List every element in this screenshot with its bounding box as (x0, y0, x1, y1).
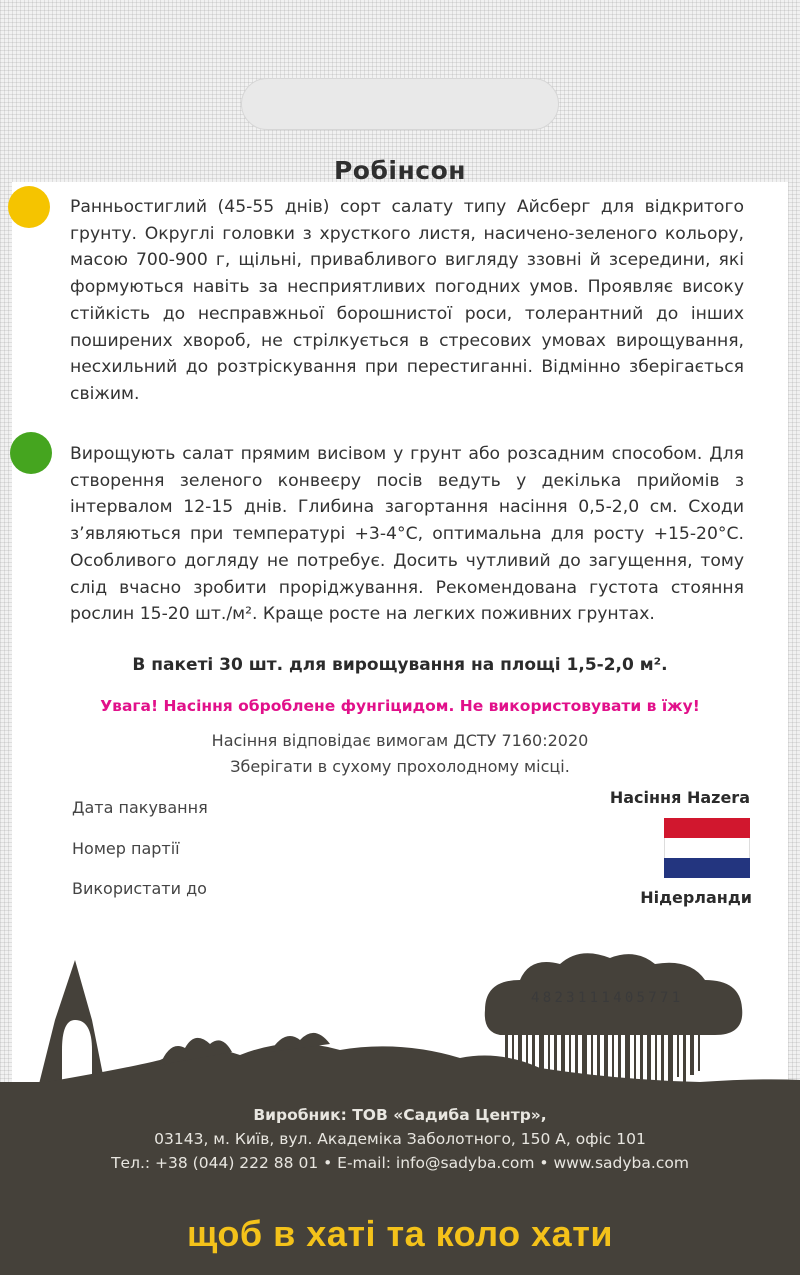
hang-tab (241, 78, 559, 130)
country-label: Нідерланди (640, 888, 752, 907)
fungicide-warning: Увага! Насіння оброблене фунгіцидом. Не використовувати в їжу! (100, 697, 700, 715)
green-dot-icon (10, 432, 52, 474)
storage-note: Зберігати в сухому прохолодному місці. (230, 757, 570, 776)
brand-name: Насіння Hazera (609, 788, 750, 807)
standard-note: Насіння відповідає вимогам ДСТУ 7160:2020 (211, 731, 589, 750)
variety-description: Ранньостиглий (45-55 днів) сорт салату типу Айсберг для відкритого грунту. Округлі головки з хрусткого листя, насичено-зеленого кольору, масою 700-900 г, щільні, привабливого вигляду ззовні й зсередини, які формуються навіть за несприятливих погодних умов. Проявляє високу стійкість до несправжньої борошнистої роси, толерантний до інших поширених хвороб, не стрілкується в стресових умовах вирощування, несхильний до розтріскування при перестиганні. Відмінно зберігається свіжим. (70, 197, 744, 404)
cultivation-instructions: Вирощують салат прямим висівом у грунт або розсадним способом. Для створення зеленого конвеєру посів ведуть у декілька прийомів з інтервалом 12-15 днів. Глибина загортання насіння 0,5-2,0 см. Сходи з’являються при температурі +3-4°С, оптимальна для росту +15-20°С. Особливого догляду не потребує. Досить чутливий до загущення, тому слід вчасно зробити проріджування. Рекомендована густота стояння рослин 15-20 шт./м². Краще росте на легких поживних грунтах. (70, 444, 744, 625)
slogan: щоб в хаті та коло хати (187, 1213, 613, 1254)
product-title: Робінсон (333, 156, 467, 185)
manufacturer-contacts: Тел.: +38 (044) 222 88 01 • E-mail: info@sadyba.com • www.sadyba.com (111, 1154, 689, 1172)
netherlands-flag-icon (664, 818, 750, 878)
manufacturer-address: 03143, м. Київ, вул. Академіка Заболотного, 150 А, офіс 101 (154, 1130, 646, 1148)
barcode-number: 4823111405771 (531, 990, 684, 1006)
manufacturer-name: Виробник: ТОВ «Садиба Центр», (253, 1106, 547, 1124)
use-by-label: Використати до (72, 879, 207, 898)
yellow-dot-icon (8, 186, 50, 228)
pack-date-label: Дата пакування (72, 798, 208, 817)
packet-info: В пакеті 30 шт. для вирощування на площі 1,5-2,0 м². (132, 655, 668, 675)
batch-number-label: Номер партії (72, 839, 180, 858)
